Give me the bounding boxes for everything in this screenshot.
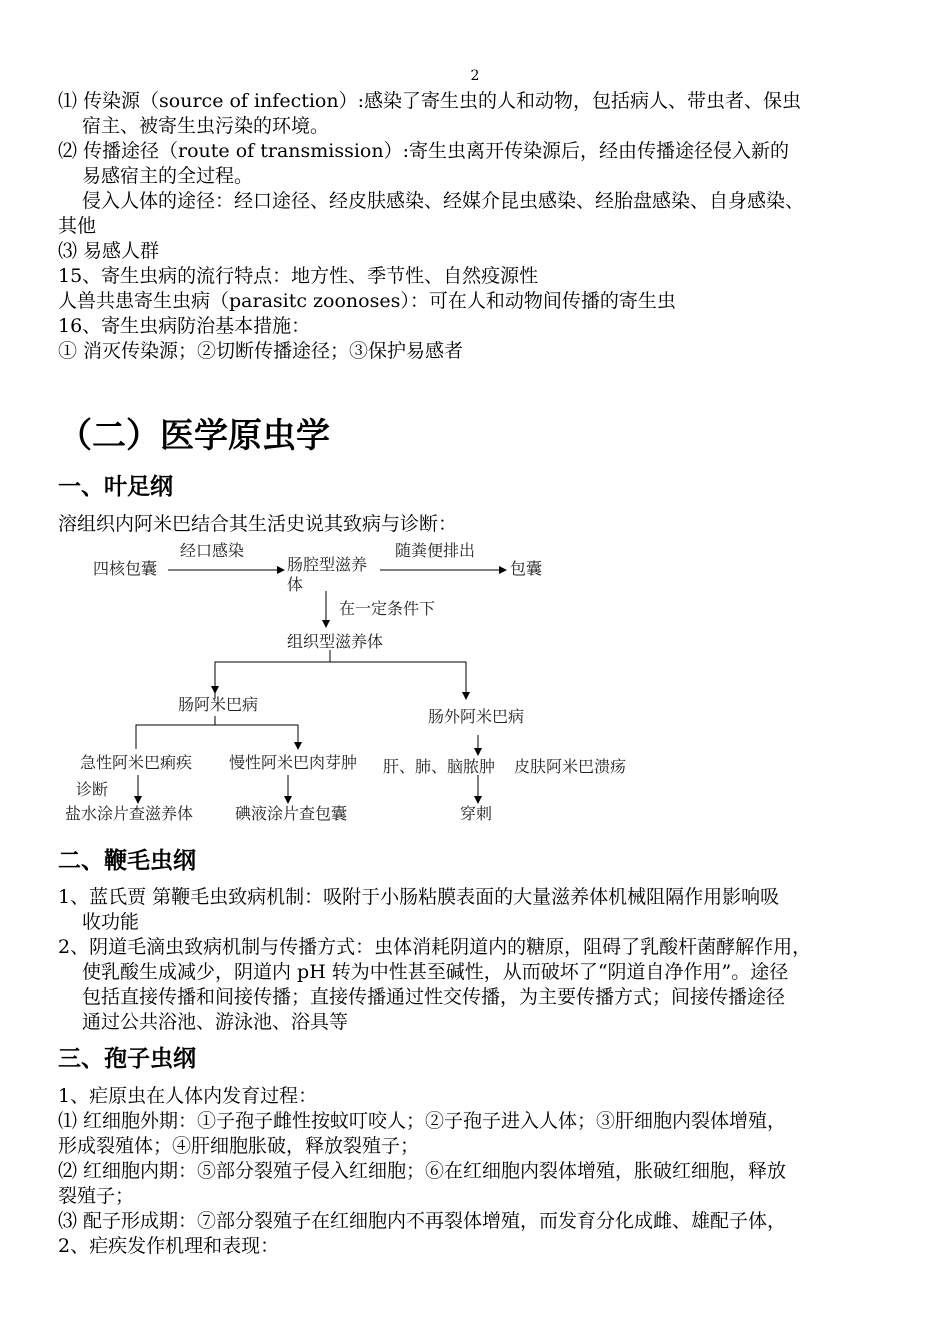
node-saline-smear: 盐水涂片查滋养体 [65, 804, 194, 823]
giardia-line1: 1、蓝氏贾 第鞭毛虫致病机制：吸附于小肠粘膜表面的大量滋养体机械阻隔作用影响吸 [58, 886, 780, 908]
susceptible-population: ⑶ 易感人群 [58, 240, 160, 262]
amoeba-flow-diagram [58, 535, 758, 835]
gametocyte-line1: ⑶ 配子形成期：⑦部分裂殖子在红细胞内不再裂体增殖，而发育分化成雌、雄配子体， [58, 1210, 787, 1232]
exoerythrocytic-line2: 形成裂殖体；④肝细胞胀破，释放裂殖子； [58, 1135, 420, 1157]
node-tissue-trophozoite: 组织型滋养体 [287, 632, 384, 651]
line-intestinal-branch [136, 725, 298, 749]
node-lumen-trophozoite-line2: 体 [287, 575, 304, 594]
exoerythrocytic-line1: ⑴ 红细胞外期：①子孢子雌性按蚊叮咬人；②子孢子进入人体；③肝细胞内裂体增殖， [58, 1110, 787, 1132]
entry-routes-line1: 侵入人体的途径：经口途径、经皮肤感染、经媒介昆虫感染、经胎盘感染、自身感染、 [82, 190, 805, 212]
node-chronic-granuloma: 慢性阿米巴肉芽肿 [229, 753, 358, 772]
label-diagnosis: 诊断 [76, 780, 109, 799]
node-cyst: 包囊 [510, 559, 543, 578]
zoonoses-definition: 人兽共患寄生虫病（parasitc zoonoses）：可在人和动物间传播的寄生虫 [58, 290, 676, 312]
giardia-line2: 收功能 [82, 911, 140, 933]
erythrocytic-line2: 裂殖子； [58, 1185, 135, 1207]
trichomonas-line3: 包括直接传播和间接传播；直接传播通过性交传播，为主要传播方式；间接传播途径 [82, 986, 786, 1008]
prevention-heading: 16、寄生虫病防治基本措施： [58, 315, 311, 337]
node-organ-abscess: 肝、肺、脑脓肿 [383, 757, 496, 776]
label-under-condition: 在一定条件下 [339, 599, 436, 618]
transmission-route-line2: 易感宿主的全过程。 [82, 165, 254, 187]
epidemic-features: 15、寄生虫病的流行特点：地方性、季节性、自然疫源性 [58, 265, 539, 287]
node-acute-dysentery: 急性阿米巴痢疾 [80, 753, 193, 772]
entry-routes-line2: 其他 [58, 215, 97, 237]
node-lumen-trophozoite-line1: 肠腔型滋养 [287, 555, 368, 574]
diagram-connectors [58, 535, 758, 835]
infection-source-line1: ⑴ 传染源（source of infection）:感染了寄生虫的人和动物，包括病人、带虫者、保虫 [58, 90, 802, 112]
node-iodine-smear: 碘液涂片查包囊 [235, 804, 348, 823]
node-skin-ulcer: 皮肤阿米巴溃疡 [514, 757, 627, 776]
sec1-intro: 溶组织内阿米巴结合其生活史说其致病与诊断： [58, 513, 458, 535]
plasmodium-heading: 1、疟原虫在人体内发育过程： [58, 1085, 318, 1107]
trichomonas-line4: 通过公共浴池、游泳池、浴具等 [82, 1011, 349, 1033]
label-oral-infection: 经口感染 [180, 541, 245, 560]
node-intestinal-amoebiasis: 肠阿米巴病 [178, 695, 259, 714]
malaria-mechanism-heading: 2、疟疾发作机理和表现： [58, 1235, 280, 1257]
label-fecal-excretion: 随粪便排出 [395, 541, 476, 560]
section-title: （二）医学原虫学 [58, 416, 330, 456]
sec2-heading: 二、鞭毛虫纲 [58, 848, 196, 874]
node-puncture: 穿刺 [460, 804, 493, 823]
erythrocytic-line1: ⑵ 红细胞内期：⑤部分裂殖子侵入红细胞；⑥在红细胞内裂体增殖，胀破红细胞，释放 [58, 1160, 787, 1182]
node-four-nucleus-cyst: 四核包囊 [93, 559, 158, 578]
page-number: 2 [470, 68, 480, 84]
prevention-measures: ① 消灭传染源；②切断传播途径；③保护易感者 [58, 340, 464, 362]
line-tissue-branch [215, 662, 466, 699]
infection-source-line2: 宿主、被寄生虫污染的环境。 [82, 115, 330, 137]
node-extraintestinal-amoebiasis: 肠外阿米巴病 [428, 707, 525, 726]
trichomonas-line2: 使乳酸生成减少，阴道内 pH 转为中性甚至碱性，从而破坏了“阴道自净作用”。途径 [82, 961, 789, 983]
sec3-heading: 三、孢子虫纲 [58, 1046, 196, 1072]
transmission-route-line1: ⑵ 传播途径（route of transmission）:寄生虫离开传染源后，经由传播途径侵入新的 [58, 140, 790, 162]
trichomonas-line1: 2、阴道毛滴虫致病机制与传播方式：虫体消耗阴道内的糖原，阻碍了乳酸杆菌酵解作用， [58, 936, 812, 958]
sec1-heading: 一、叶足纲 [58, 474, 173, 500]
